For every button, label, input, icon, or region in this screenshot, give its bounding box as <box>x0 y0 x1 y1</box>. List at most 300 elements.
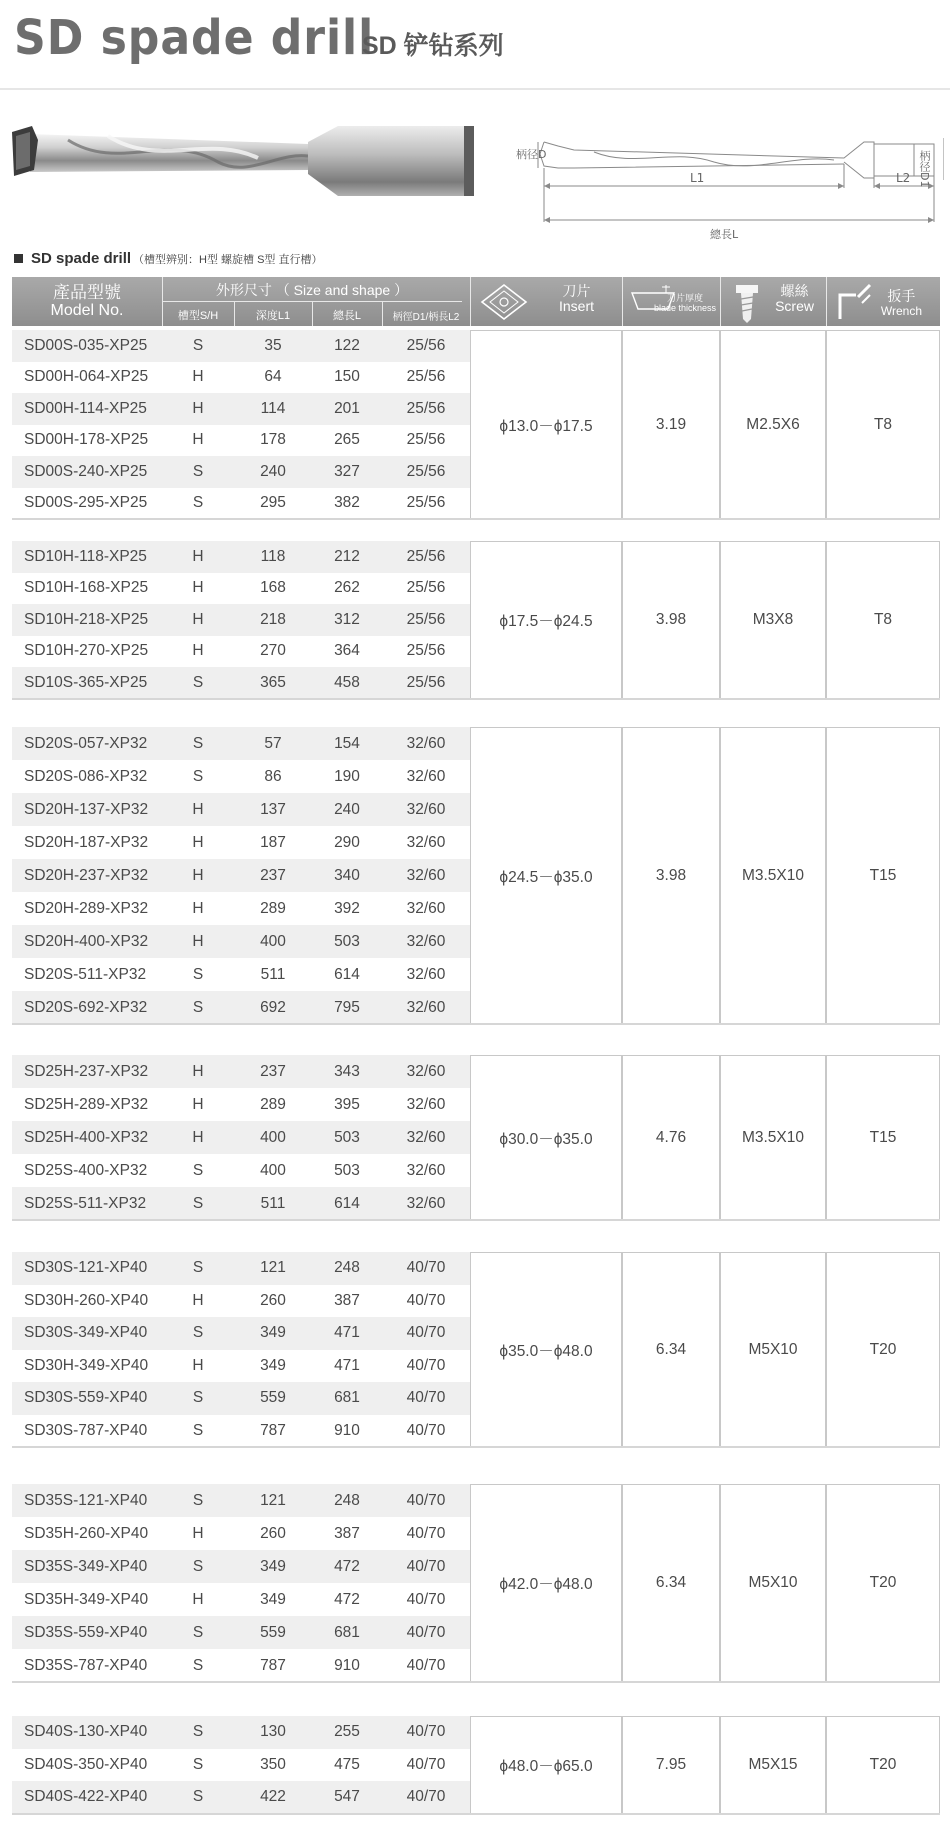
depth-cell: 289 <box>260 899 286 917</box>
type-cell: H <box>192 833 204 851</box>
shank-cell: 32/60 <box>406 1194 446 1212</box>
insert-range-cell: ϕ30.0－ϕ35.0 <box>470 1055 622 1220</box>
table-row <box>12 727 470 760</box>
model-cell: SD20S-692-XP32 <box>24 998 148 1016</box>
table-row <box>12 859 470 892</box>
length-cell: 681 <box>334 1389 360 1407</box>
product-group <box>12 541 940 699</box>
length-cell: 472 <box>334 1590 360 1608</box>
shank-cell: 40/70 <box>406 1421 446 1439</box>
length-cell: 190 <box>334 767 360 785</box>
drill-dimension-sketch <box>514 128 944 244</box>
shank-cell: 40/70 <box>406 1557 446 1575</box>
group-bottom-border <box>12 1446 940 1448</box>
depth-cell: 137 <box>260 800 286 818</box>
type-cell: S <box>192 1389 204 1407</box>
table-row <box>12 1088 470 1121</box>
group-bottom-border <box>12 1813 940 1815</box>
shank-cell: 32/60 <box>406 1161 446 1179</box>
product-group <box>12 330 940 519</box>
type-cell: S <box>192 673 204 691</box>
depth-cell: 121 <box>260 1259 286 1277</box>
screw-icon <box>732 281 762 323</box>
model-cell: SD25H-289-XP32 <box>24 1095 149 1113</box>
length-cell: 503 <box>334 932 360 950</box>
drill-photo <box>8 112 488 212</box>
depth-cell: 86 <box>264 767 282 785</box>
model-cell: SD35H-260-XP40 <box>24 1524 149 1542</box>
shank-cell: 32/60 <box>406 965 446 983</box>
shank-cell: 40/70 <box>406 1590 446 1608</box>
type-cell: S <box>192 1161 204 1179</box>
type-cell: H <box>192 610 204 628</box>
shank-cell: 40/70 <box>406 1788 446 1806</box>
model-cell: SD20S-511-XP32 <box>24 965 147 983</box>
table-row <box>12 636 470 668</box>
table-row <box>12 1550 470 1583</box>
type-cell: S <box>192 336 204 354</box>
product-group <box>12 727 940 1024</box>
type-cell: S <box>192 1259 204 1277</box>
table-row <box>12 1649 470 1682</box>
length-cell: 364 <box>334 642 360 660</box>
shank-cell: 40/70 <box>406 1623 446 1641</box>
shank-cell: 25/56 <box>406 462 446 480</box>
length-cell: 240 <box>334 800 360 818</box>
model-cell: SD30S-787-XP40 <box>24 1421 148 1439</box>
shank-cell: 25/56 <box>406 610 446 628</box>
shank-cell: 40/70 <box>406 1356 446 1374</box>
screw-cell: M5X15 <box>720 1716 826 1814</box>
model-cell: SD20H-187-XP32 <box>24 833 149 851</box>
depth-cell: 511 <box>260 965 286 983</box>
screw-cell: M2.5X6 <box>720 330 826 519</box>
model-cell: SD20S-057-XP32 <box>24 734 148 752</box>
type-cell: S <box>192 1656 204 1674</box>
table-row <box>12 1121 470 1154</box>
depth-cell: 349 <box>260 1590 286 1608</box>
model-cell: SD25S-400-XP32 <box>24 1161 148 1179</box>
shank-cell: 25/56 <box>406 336 446 354</box>
header-length: 總長L <box>332 310 362 322</box>
group-bottom-border <box>12 1023 940 1025</box>
insert-icon <box>480 283 528 321</box>
header-insert: 刀片 Insert <box>470 277 622 326</box>
table-row <box>12 1616 470 1649</box>
sketch-label-l1: L1 <box>690 171 705 185</box>
screw-cell: M3.5X10 <box>720 1055 826 1220</box>
shank-cell: 25/56 <box>406 579 446 597</box>
table-row <box>12 330 470 362</box>
length-cell: 910 <box>334 1421 360 1439</box>
blade-thickness-cell: 7.95 <box>622 1716 720 1814</box>
shank-cell: 40/70 <box>406 1491 446 1509</box>
shank-cell: 25/56 <box>406 642 446 660</box>
type-cell: H <box>192 1291 204 1309</box>
length-cell: 154 <box>334 734 360 752</box>
table-header <box>12 277 940 326</box>
depth-cell: 350 <box>260 1755 286 1773</box>
depth-cell: 57 <box>264 734 282 752</box>
group-bottom-border <box>12 518 940 520</box>
model-cell: SD30S-559-XP40 <box>24 1389 148 1407</box>
depth-cell: 218 <box>260 610 286 628</box>
shank-cell: 40/70 <box>406 1324 446 1342</box>
depth-cell: 559 <box>260 1389 286 1407</box>
type-cell: H <box>192 642 204 660</box>
depth-cell: 130 <box>260 1723 286 1741</box>
header-blade-thickness: 刀片厚度 blade thickness <box>622 277 720 326</box>
group-bottom-border <box>12 698 940 700</box>
depth-cell: 178 <box>260 431 286 449</box>
type-cell: H <box>192 899 204 917</box>
shank-cell: 25/56 <box>406 673 446 691</box>
section-title: SD spade drill <box>31 250 132 267</box>
wrench-cell: T20 <box>826 1484 940 1682</box>
depth-cell: 400 <box>260 1128 286 1146</box>
model-cell: SD25S-511-XP32 <box>24 1194 147 1212</box>
type-cell: H <box>192 1095 204 1113</box>
type-cell: S <box>192 462 204 480</box>
depth-cell: 237 <box>260 866 286 884</box>
depth-cell: 270 <box>260 642 286 660</box>
depth-cell: 787 <box>260 1656 286 1674</box>
insert-range-cell: ϕ24.5－ϕ35.0 <box>470 727 622 1024</box>
length-cell: 471 <box>334 1324 360 1342</box>
shank-cell: 32/60 <box>406 767 446 785</box>
table-row <box>12 1187 470 1220</box>
section-note: （槽型辨别：H型 螺旋槽 S型 直行槽） <box>133 253 323 266</box>
table-row <box>12 1716 470 1749</box>
shank-cell: 40/70 <box>406 1291 446 1309</box>
shank-cell: 32/60 <box>406 932 446 950</box>
depth-cell: 692 <box>260 998 286 1016</box>
model-cell: SD35S-121-XP40 <box>24 1491 148 1509</box>
model-cell: SD20H-289-XP32 <box>24 899 149 917</box>
length-cell: 503 <box>334 1161 360 1179</box>
depth-cell: 187 <box>260 833 286 851</box>
type-cell: S <box>192 1723 204 1741</box>
model-cell: SD00H-114-XP25 <box>24 399 147 417</box>
blade-thickness-cell: 3.98 <box>622 541 720 699</box>
length-cell: 387 <box>334 1291 360 1309</box>
model-cell: SD10H-218-XP25 <box>24 610 149 628</box>
model-cell: SD30S-121-XP40 <box>24 1259 148 1277</box>
length-cell: 681 <box>334 1623 360 1641</box>
table-row <box>12 541 470 573</box>
section-label <box>14 250 322 267</box>
product-group <box>12 1716 940 1814</box>
table-row <box>12 1350 470 1383</box>
length-cell: 472 <box>334 1557 360 1575</box>
length-cell: 382 <box>334 494 360 512</box>
shank-cell: 40/70 <box>406 1389 446 1407</box>
model-cell: SD00S-035-XP25 <box>24 336 148 354</box>
depth-cell: 349 <box>260 1324 286 1342</box>
depth-cell: 422 <box>260 1788 286 1806</box>
model-cell: SD00S-295-XP25 <box>24 494 148 512</box>
depth-cell: 365 <box>260 673 286 691</box>
length-cell: 340 <box>334 866 360 884</box>
blade-thickness-cell: 6.34 <box>622 1484 720 1682</box>
table-row <box>12 793 470 826</box>
length-cell: 458 <box>334 673 360 691</box>
header-wrench: 扳手 Wrench <box>826 277 940 326</box>
type-cell: H <box>192 1062 204 1080</box>
product-group <box>12 1252 940 1447</box>
type-cell: S <box>192 734 204 752</box>
shank-cell: 32/60 <box>406 1095 446 1113</box>
model-cell: SD35H-349-XP40 <box>24 1590 149 1608</box>
table-row <box>12 925 470 958</box>
depth-cell: 400 <box>260 1161 286 1179</box>
table-row <box>12 604 470 636</box>
length-cell: 392 <box>334 899 360 917</box>
shank-cell: 32/60 <box>406 833 446 851</box>
header-type: 槽型S/H <box>177 310 219 322</box>
type-cell: S <box>192 965 204 983</box>
depth-cell: 121 <box>260 1491 286 1509</box>
length-cell: 248 <box>334 1259 360 1277</box>
model-cell: SD30H-349-XP40 <box>24 1356 149 1374</box>
model-cell: SD10H-270-XP25 <box>24 642 149 660</box>
length-cell: 343 <box>334 1062 360 1080</box>
model-cell: SD20H-400-XP32 <box>24 932 149 950</box>
table-row <box>12 425 470 457</box>
table-row <box>12 667 470 699</box>
table-row <box>12 1285 470 1318</box>
header-shank: 柄徑D1/柄長L2 <box>392 311 460 323</box>
wrench-icon <box>834 283 874 321</box>
length-cell: 503 <box>334 1128 360 1146</box>
shank-cell: 40/70 <box>406 1723 446 1741</box>
shank-cell: 25/56 <box>406 431 446 449</box>
type-cell: S <box>192 1788 204 1806</box>
type-cell: S <box>192 1557 204 1575</box>
depth-cell: 295 <box>260 494 286 512</box>
length-cell: 910 <box>334 1656 360 1674</box>
depth-cell: 260 <box>260 1291 286 1309</box>
type-cell: S <box>192 494 204 512</box>
table-row <box>12 1317 470 1350</box>
length-cell: 122 <box>334 336 360 354</box>
blade-thickness-cell: 3.98 <box>622 727 720 1024</box>
length-cell: 265 <box>334 431 360 449</box>
model-cell: SD30H-260-XP40 <box>24 1291 149 1309</box>
page-title: SD spade drill <box>14 10 375 66</box>
insert-range-cell: ϕ42.0－ϕ48.0 <box>470 1484 622 1682</box>
shank-cell: 32/60 <box>406 1128 446 1146</box>
table-row <box>12 826 470 859</box>
sketch-label-total: 總長L <box>710 228 739 241</box>
shank-cell: 32/60 <box>406 734 446 752</box>
type-cell: S <box>192 1491 204 1509</box>
type-cell: S <box>192 1421 204 1439</box>
type-cell: H <box>192 1524 204 1542</box>
table-row <box>12 1154 470 1187</box>
length-cell: 255 <box>334 1723 360 1741</box>
model-cell: SD40S-422-XP40 <box>24 1788 148 1806</box>
model-cell: SD35S-787-XP40 <box>24 1656 148 1674</box>
depth-cell: 511 <box>260 1194 286 1212</box>
blade-thickness-cell: 6.34 <box>622 1252 720 1447</box>
depth-cell: 240 <box>260 462 286 480</box>
model-cell: SD20S-086-XP32 <box>24 767 148 785</box>
wrench-cell: T20 <box>826 1252 940 1447</box>
length-cell: 248 <box>334 1491 360 1509</box>
length-cell: 795 <box>334 998 360 1016</box>
type-cell: H <box>192 1590 204 1608</box>
insert-range-cell: ϕ48.0－ϕ65.0 <box>470 1716 622 1814</box>
table-row <box>12 760 470 793</box>
type-cell: H <box>192 431 204 449</box>
shank-cell: 25/56 <box>406 399 446 417</box>
length-cell: 212 <box>334 547 360 565</box>
screw-cell: M3X8 <box>720 541 826 699</box>
screw-cell: M3.5X10 <box>720 727 826 1024</box>
header-model: 產品型號 Model No. <box>50 283 124 319</box>
depth-cell: 559 <box>260 1623 286 1641</box>
table-row <box>12 1749 470 1782</box>
table-row <box>12 1781 470 1814</box>
type-cell: S <box>192 767 204 785</box>
table-row <box>12 393 470 425</box>
type-cell: H <box>192 579 204 597</box>
blade-thickness-cell: 4.76 <box>622 1055 720 1220</box>
length-cell: 614 <box>334 965 360 983</box>
depth-cell: 349 <box>260 1557 286 1575</box>
sketch-label-l2: L2 <box>896 171 911 185</box>
wrench-cell: T8 <box>826 541 940 699</box>
length-cell: 475 <box>334 1755 360 1773</box>
type-cell: H <box>192 932 204 950</box>
sketch-label-d: 柄径D <box>516 148 547 161</box>
blade-thickness-cell: 3.19 <box>622 330 720 519</box>
length-cell: 395 <box>334 1095 360 1113</box>
depth-cell: 168 <box>260 579 286 597</box>
depth-cell: 260 <box>260 1524 286 1542</box>
wrench-cell: T20 <box>826 1716 940 1814</box>
depth-cell: 64 <box>264 368 282 386</box>
shank-cell: 40/70 <box>406 1259 446 1277</box>
shank-cell: 32/60 <box>406 998 446 1016</box>
shank-cell: 25/56 <box>406 368 446 386</box>
length-cell: 262 <box>334 579 360 597</box>
table-row <box>12 1484 470 1517</box>
model-cell: SD20H-237-XP32 <box>24 866 149 884</box>
type-cell: H <box>192 1128 204 1146</box>
depth-cell: 289 <box>260 1095 286 1113</box>
page-subtitle: SD 铲钻系列 <box>362 32 504 60</box>
header-screw: 螺絲 Screw <box>720 277 826 326</box>
depth-cell: 349 <box>260 1356 286 1374</box>
type-cell: S <box>192 1194 204 1212</box>
table-row <box>12 456 470 488</box>
type-cell: H <box>192 399 204 417</box>
model-cell: SD25H-237-XP32 <box>24 1062 149 1080</box>
depth-cell: 400 <box>260 932 286 950</box>
depth-cell: 118 <box>260 547 286 565</box>
table-row <box>12 1252 470 1285</box>
shank-cell: 32/60 <box>406 899 446 917</box>
table-row <box>12 1583 470 1616</box>
page-title-block <box>14 10 405 70</box>
model-cell: SD40S-350-XP40 <box>24 1755 148 1773</box>
group-bottom-border <box>12 1219 940 1221</box>
length-cell: 547 <box>334 1788 360 1806</box>
model-cell: SD30S-349-XP40 <box>24 1324 148 1342</box>
table-row <box>12 1055 470 1088</box>
insert-range-cell: ϕ35.0－ϕ48.0 <box>470 1252 622 1447</box>
type-cell: H <box>192 547 204 565</box>
length-cell: 614 <box>334 1194 360 1212</box>
table-row <box>12 1415 470 1448</box>
shank-cell: 40/70 <box>406 1524 446 1542</box>
type-cell: H <box>192 800 204 818</box>
type-cell: S <box>192 1623 204 1641</box>
table-row <box>12 488 470 520</box>
type-cell: S <box>192 1324 204 1342</box>
length-cell: 201 <box>334 399 360 417</box>
depth-cell: 35 <box>264 336 282 354</box>
depth-cell: 114 <box>260 399 286 417</box>
table-row <box>12 1382 470 1415</box>
shank-cell: 32/60 <box>406 800 446 818</box>
type-cell: H <box>192 368 204 386</box>
shank-cell: 40/70 <box>406 1755 446 1773</box>
model-cell: SD00H-178-XP25 <box>24 431 149 449</box>
insert-range-cell: ϕ13.0－ϕ17.5 <box>470 330 622 519</box>
table-row <box>12 958 470 991</box>
type-cell: S <box>192 1755 204 1773</box>
table-row <box>12 991 470 1024</box>
sketch-label-d1: 柄径D1 <box>918 150 931 188</box>
model-cell: SD00S-240-XP25 <box>24 462 148 480</box>
length-cell: 471 <box>334 1356 360 1374</box>
type-cell: H <box>192 866 204 884</box>
insert-range-cell: ϕ17.5－ϕ24.5 <box>470 541 622 699</box>
depth-cell: 237 <box>260 1062 286 1080</box>
table-row <box>12 362 470 394</box>
model-cell: SD10H-168-XP25 <box>24 579 149 597</box>
model-cell: SD35S-559-XP40 <box>24 1623 148 1641</box>
header-size-shape: 外形尺寸 （ Size and shape ） <box>215 282 409 298</box>
model-cell: SD10S-365-XP25 <box>24 673 148 691</box>
depth-cell: 787 <box>260 1421 286 1439</box>
product-group <box>12 1055 940 1220</box>
table-row <box>12 1517 470 1550</box>
shank-cell: 32/60 <box>406 866 446 884</box>
screw-cell: M5X10 <box>720 1484 826 1682</box>
title-divider <box>0 88 950 90</box>
group-bottom-border <box>12 1681 940 1683</box>
product-group <box>12 1484 940 1682</box>
shank-cell: 25/56 <box>406 547 446 565</box>
length-cell: 150 <box>334 368 360 386</box>
model-cell: SD40S-130-XP40 <box>24 1723 148 1741</box>
model-cell: SD20H-137-XP32 <box>24 800 149 818</box>
type-cell: S <box>192 998 204 1016</box>
model-cell: SD25H-400-XP32 <box>24 1128 149 1146</box>
shank-cell: 25/56 <box>406 494 446 512</box>
length-cell: 387 <box>334 1524 360 1542</box>
length-cell: 312 <box>334 610 360 628</box>
length-cell: 290 <box>334 833 360 851</box>
wrench-cell: T15 <box>826 1055 940 1220</box>
screw-cell: M5X10 <box>720 1252 826 1447</box>
model-cell: SD00H-064-XP25 <box>24 368 149 386</box>
section-bullet-icon <box>14 254 23 263</box>
